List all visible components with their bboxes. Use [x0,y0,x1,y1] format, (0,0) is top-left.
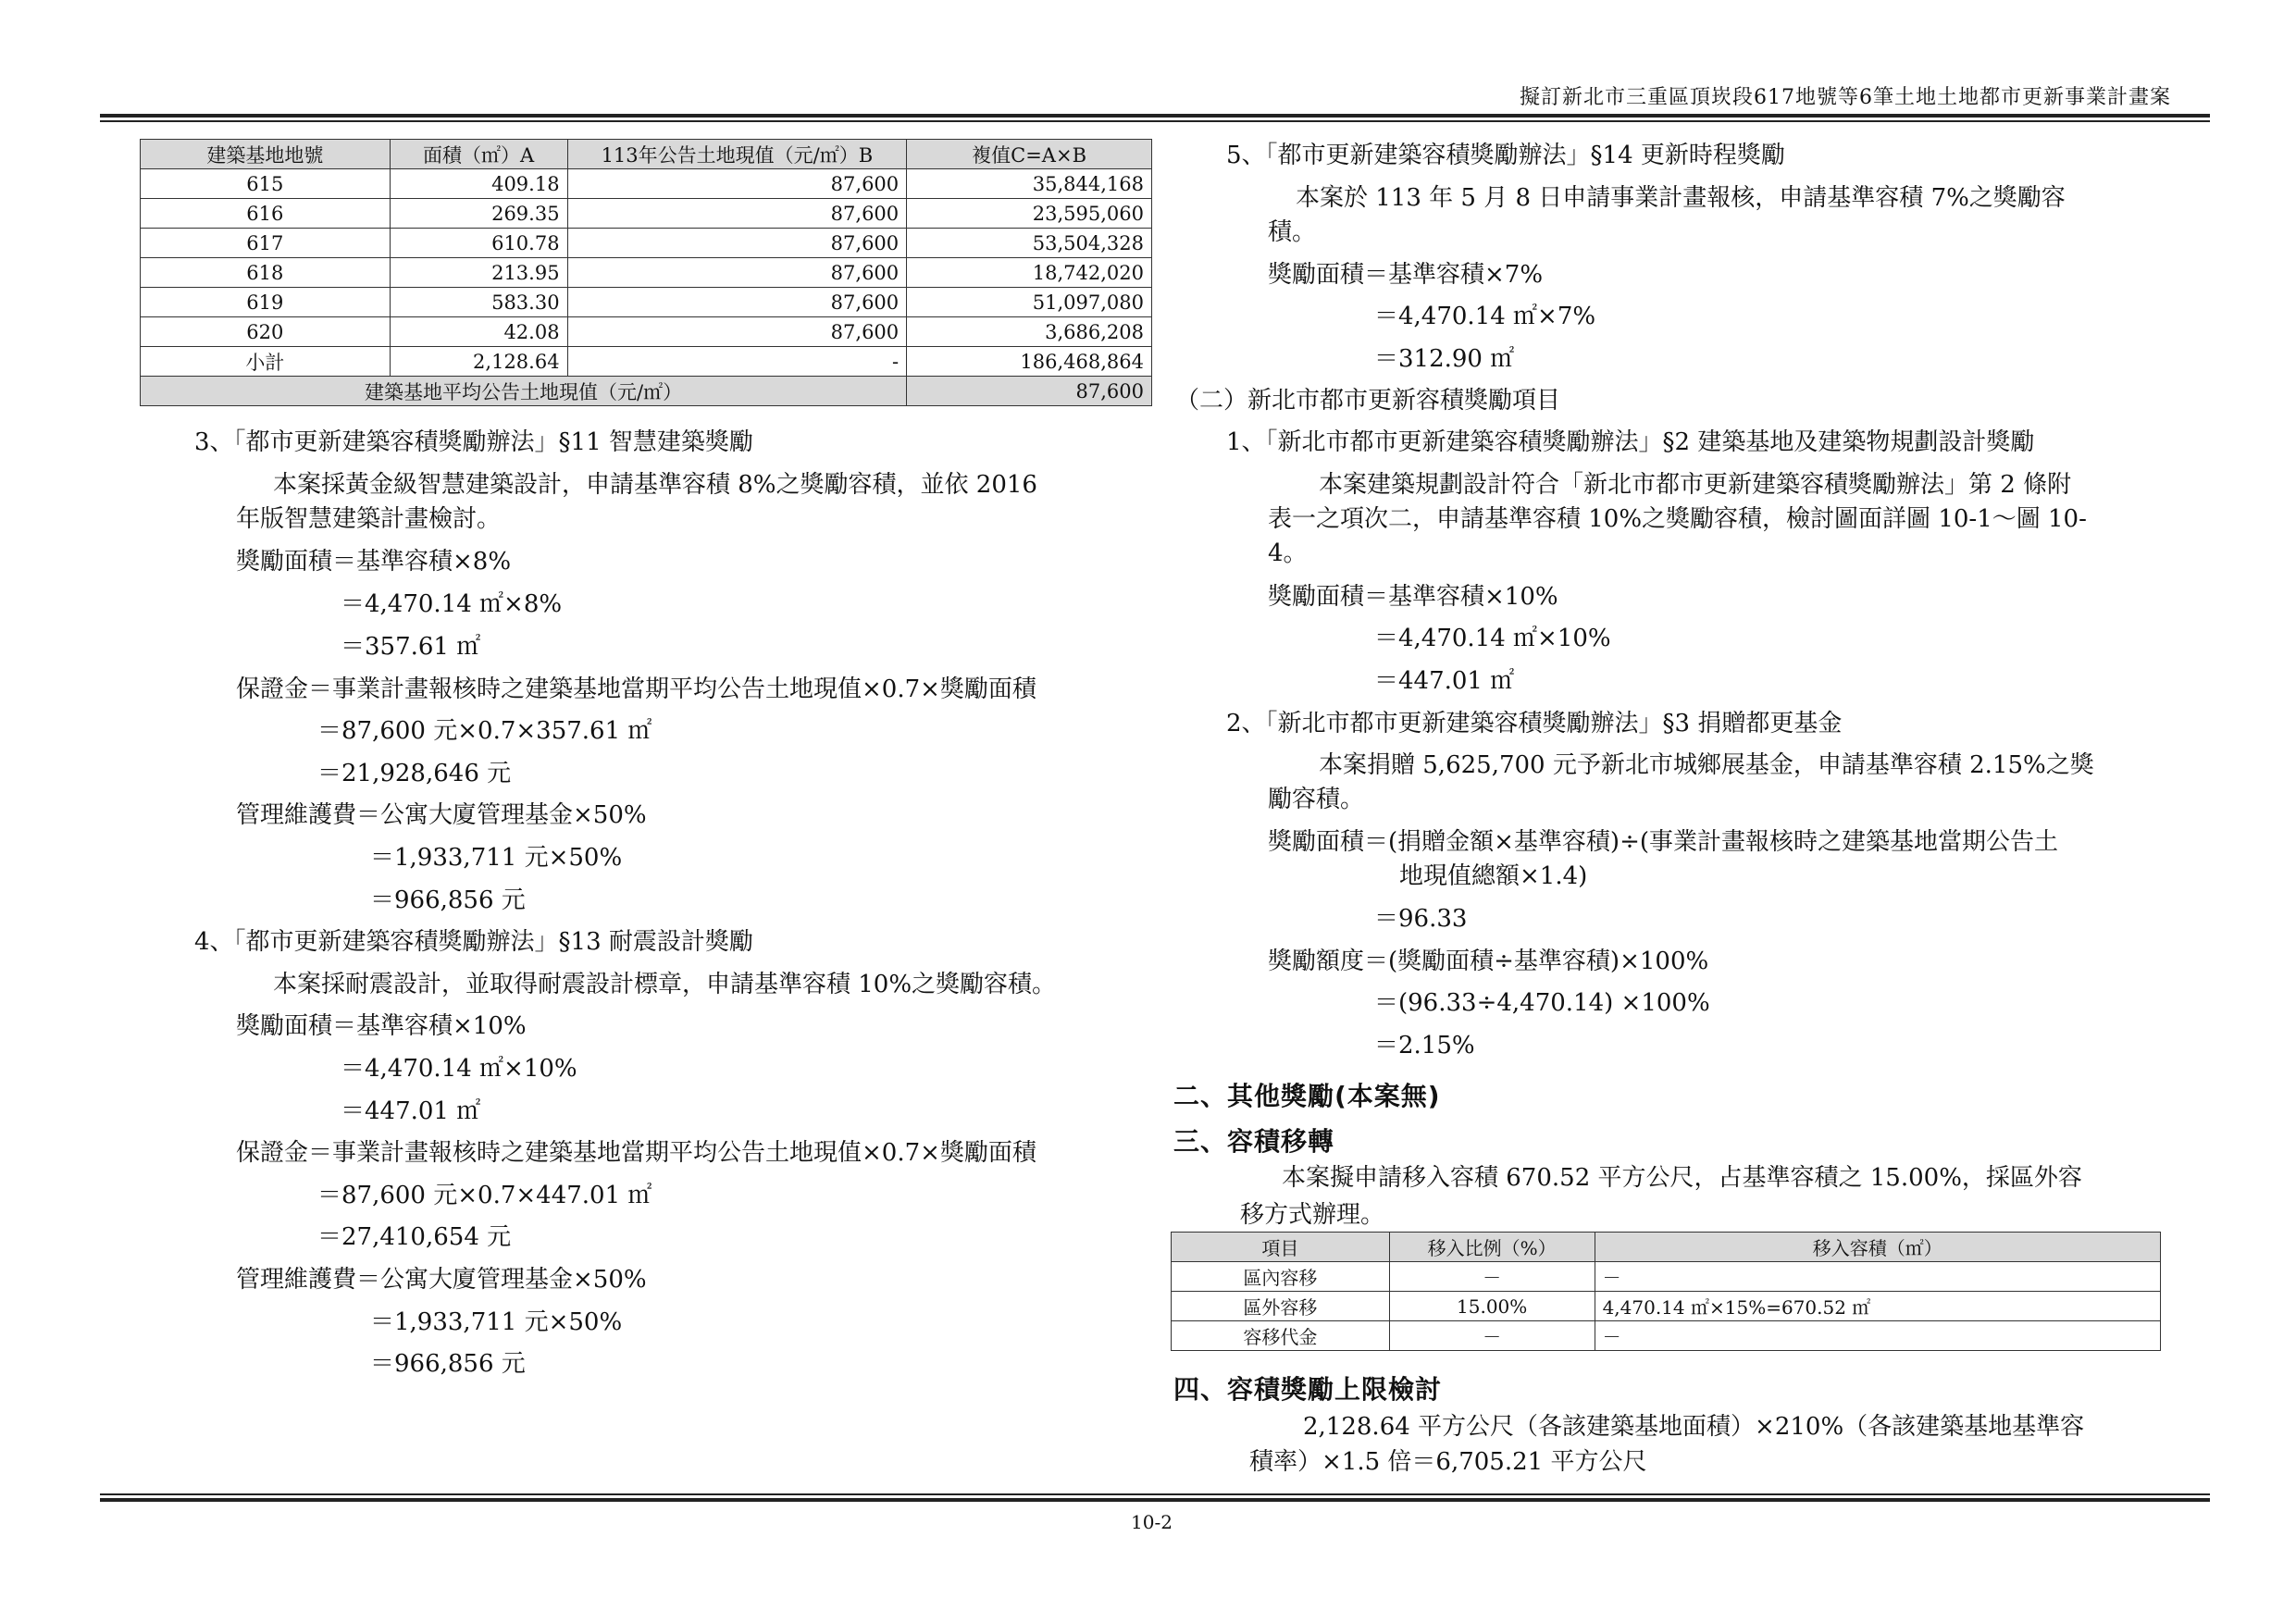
cell-price: 87,600 [567,288,907,317]
table-row [1172,1292,2161,1321]
cell-price: 87,600 [567,169,907,199]
footer-rule-thick [100,1498,2210,1502]
item3-paragraph: 本案採黃金級智慧建築設計，申請基準容積 8%之獎勵容積，並依 2016 [273,471,1037,499]
cell-average-value: 87,600 [907,377,1152,406]
header-rule-thin [100,120,2210,122]
item4-paragraph: 本案採耐震設計，並取得耐震設計標章，申請基準容積 10%之獎勵容積。 [273,971,1057,998]
section-4-heading: 四、容積獎勵上限檢討 [1173,1374,1443,1405]
cell-subtotal-value: 186,468,864 [907,347,1152,377]
new-taipei-item2-paragraph-cont: 勵容積。 [1268,786,1365,813]
table-row [141,288,1152,317]
cell-ratio: － [1389,1262,1595,1292]
section-4-paragraph-cont: 積率）×1.5 倍＝6,705.21 平方公尺 [1249,1448,1647,1476]
cell-value: 35,844,168 [907,169,1152,199]
new-taipei-item1-formula-1: 獎勵面積＝基準容積×10% [1268,583,1558,611]
cell-item: 區外容移 [1172,1292,1390,1321]
cell-value: 23,595,060 [907,199,1152,229]
col-header: 113年公告土地現值（元/㎡）B [567,140,907,169]
item3-deposit-3: ＝21,928,646 元 [317,760,512,787]
item3-maintenance-3: ＝966,856 元 [370,886,526,914]
table-header-row [141,140,1152,169]
table-row [141,169,1152,199]
cell-subtotal-price: - [567,347,907,377]
section-3-paragraph: 本案擬申請移入容積 670.52 平方公尺，占基準容積之 15.00%，採區外容 [1282,1164,2082,1192]
item4-formula-2: ＝4,470.14 ㎡×10% [341,1055,577,1083]
item4-formula-1: 獎勵面積＝基準容積×10% [236,1012,527,1040]
col-header: 建築基地地號 [141,140,391,169]
item3-deposit-1: 保證金＝事業計畫報核時之建築基地當期平均公告土地現值×0.7×獎勵面積 [236,675,1036,703]
item5-paragraph: 本案於 113 年 5 月 8 日申請事業計畫報核，申請基準容積 7%之獎勵容 [1296,184,2066,212]
cell-value: 18,742,020 [907,258,1152,288]
section-2-heading: 二、其他獎勵(本案無) [1173,1081,1441,1111]
cell-value: 3,686,208 [907,317,1152,347]
cell-average-label: 建築基地平均公告土地現值（元/㎡） [141,377,907,406]
cell-price: 87,600 [567,317,907,347]
header-rule-thick [100,114,2210,118]
col-header: 面積（㎡）A [390,140,567,169]
new-taipei-item1-title: 1、「新北市都市更新建築容積獎勵辦法」§2 建築基地及建築物規劃設計獎勵 [1226,428,2035,456]
new-taipei-item2-formula-1: 獎勵面積＝(捐贈金額×基準容積)÷(事業計畫報核時之建築基地當期公告土 [1268,828,2059,856]
cell-price: 87,600 [567,258,907,288]
cell-area: 42.08 [390,317,567,347]
col-header: 複值C=A×B [907,140,1152,169]
cell-item: 區內容移 [1172,1262,1390,1292]
new-taipei-item2-formula-3: 獎勵額度＝(獎勵面積÷基準容積)×100% [1268,948,1709,975]
page-header-title: 擬訂新北市三重區頂崁段617地號等6筆土地土地都市更新事業計畫案 [1520,86,2171,109]
item3-paragraph-cont: 年版智慧建築計畫檢討。 [236,505,502,533]
item3-formula-2: ＝4,470.14 ㎡×8% [341,590,563,618]
table-row [141,317,1152,347]
new-taipei-item1-formula-3: ＝447.01 ㎡ [1374,667,1515,695]
item5-formula-1: 獎勵面積＝基準容積×7% [1268,261,1544,289]
cell-ratio: － [1389,1321,1595,1351]
new-taipei-item2-paragraph: 本案捐贈 5,625,700 元予新北市城鄉展基金，申請基準容積 2.15%之獎 [1319,751,2094,779]
footer-rule-thin [100,1493,2210,1495]
item4-title: 4、「都市更新建築容積獎勵辦法」§13 耐震設計獎勵 [194,928,753,956]
col-header: 移入容積（㎡） [1595,1233,2160,1262]
cell-lot: 616 [141,199,391,229]
cell-subtotal-label: 小計 [141,347,391,377]
cell-lot: 619 [141,288,391,317]
cell-item: 容移代金 [1172,1321,1390,1351]
cell-volume: 4,470.14 ㎡×15%=670.52 ㎡ [1595,1292,2160,1321]
land-value-table [140,139,1152,406]
item5-formula-3: ＝312.90 ㎡ [1374,345,1515,373]
table-row [141,199,1152,229]
section-4-paragraph: 2,128.64 平方公尺（各該建築基地面積）×210%（各該建築基地基準容 [1303,1413,2085,1441]
volume-transfer-table [1171,1232,2161,1351]
cell-lot: 618 [141,258,391,288]
item4-maintenance-3: ＝966,856 元 [370,1350,526,1378]
table-row [1172,1321,2161,1351]
item3-formula-1: 獎勵面積＝基準容積×8% [236,548,512,576]
table-row [141,258,1152,288]
new-taipei-item2-formula-5: ＝2.15% [1374,1032,1475,1059]
average-row [141,377,1152,406]
item4-deposit-3: ＝27,410,654 元 [317,1223,512,1251]
subtotal-row [141,347,1152,377]
item5-paragraph-cont: 積。 [1268,218,1317,246]
item4-deposit-1: 保證金＝事業計畫報核時之建築基地當期平均公告土地現值×0.7×獎勵面積 [236,1139,1036,1167]
cell-price: 87,600 [567,199,907,229]
cell-subtotal-area: 2,128.64 [390,347,567,377]
table-row [141,229,1152,258]
cell-lot: 617 [141,229,391,258]
cell-price: 87,600 [567,229,907,258]
table-header-row [1172,1233,2161,1262]
col-header: 項目 [1172,1233,1390,1262]
new-taipei-item1-paragraph: 本案建築規劃設計符合「新北市都市更新建築容積獎勵辦法」第 2 條附 [1319,471,2072,499]
cell-area: 269.35 [390,199,567,229]
col-header: 移入比例（%） [1389,1233,1595,1262]
new-taipei-item1-paragraph-cont: 表一之項次二，申請基準容積 10%之獎勵容積，檢討圖面詳圖 10-1～圖 10- [1268,505,2087,533]
cell-area: 213.95 [390,258,567,288]
item3-deposit-2: ＝87,600 元×0.7×357.61 ㎡ [317,717,652,745]
item4-maintenance-1: 管理維護費＝公寓大廈管理基金×50% [236,1266,647,1294]
cell-value: 51,097,080 [907,288,1152,317]
cell-lot: 620 [141,317,391,347]
item3-maintenance-1: 管理維護費＝公寓大廈管理基金×50% [236,801,647,829]
table-row [1172,1262,2161,1292]
section-3-paragraph-cont: 移方式辦理。 [1240,1201,1385,1229]
page-number: 10-2 [1131,1511,1173,1533]
item3-formula-3: ＝357.61 ㎡ [341,633,481,661]
cell-area: 409.18 [390,169,567,199]
new-taipei-item1-formula-2: ＝4,470.14 ㎡×10% [1374,625,1611,652]
section-3-heading: 三、容積移轉 [1173,1126,1335,1157]
new-taipei-item2-title: 2、「新北市都市更新建築容積獎勵辦法」§3 捐贈都更基金 [1226,710,1843,737]
new-taipei-item2-formula-1-cont: 地現值總額×1.4) [1399,862,1588,890]
item4-deposit-2: ＝87,600 元×0.7×447.01 ㎡ [317,1182,652,1209]
cell-volume: － [1595,1262,2160,1292]
cell-value: 53,504,328 [907,229,1152,258]
new-taipei-item1-paragraph-end: 4。 [1268,539,1308,567]
cell-area: 610.78 [390,229,567,258]
new-taipei-item2-formula-2: ＝96.33 [1374,905,1468,933]
cell-volume: － [1595,1321,2160,1351]
item4-maintenance-2: ＝1,933,711 元×50% [370,1308,623,1336]
subsection-2-title: （二）新北市都市更新容積獎勵項目 [1175,387,1561,415]
item5-title: 5、「都市更新建築容積獎勵辦法」§14 更新時程獎勵 [1226,142,1785,169]
item4-formula-3: ＝447.01 ㎡ [341,1097,481,1125]
item5-formula-2: ＝4,470.14 ㎡×7% [1374,303,1596,330]
item3-maintenance-2: ＝1,933,711 元×50% [370,844,623,872]
cell-ratio: 15.00% [1389,1292,1595,1321]
cell-lot: 615 [141,169,391,199]
item3-title: 3、「都市更新建築容積獎勵辦法」§11 智慧建築獎勵 [194,428,753,456]
cell-area: 583.30 [390,288,567,317]
new-taipei-item2-formula-4: ＝(96.33÷4,470.14) ×100% [1374,989,1710,1017]
